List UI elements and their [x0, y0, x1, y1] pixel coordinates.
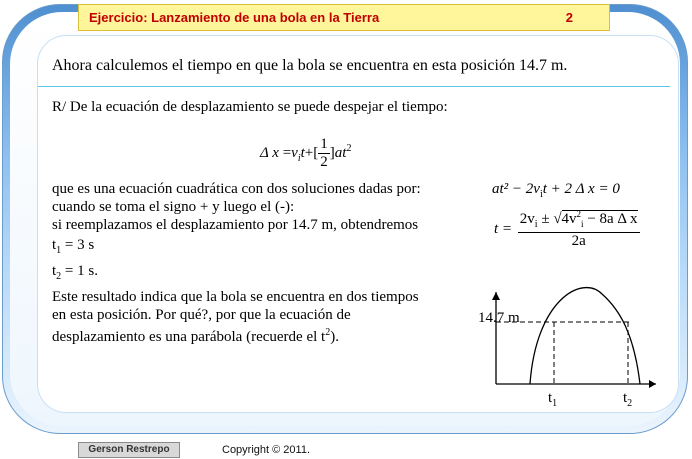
x-axis-arrow	[649, 380, 656, 388]
graph-height-label: 14.7 m	[478, 310, 520, 326]
divider-line	[38, 86, 670, 87]
body-line-3: si reemplazamos el desplazamiento por 14.7 m, obtendremos	[52, 217, 419, 233]
quadratic-equation: $at^2 - 2v_it + 2$ Δ x = 0	[492, 181, 620, 200]
graph-t1-label: $t_1$	[548, 390, 558, 409]
copyright-text: Copyright © 2011.	[222, 444, 311, 456]
exercise-number: 2	[565, 10, 573, 25]
solution-formula: t = $\frac{2v_i \pm √4v^2_i - 8a \Delta x}{2a}$	[494, 209, 638, 249]
result-line-2: en esta posición. Por qué?, por que la ecuación de	[52, 307, 351, 323]
body-line-1: que es una ecuación cuadrática con dos soluciones dadas por:	[52, 181, 421, 197]
title-bar	[78, 4, 610, 31]
result-line-3: desplazamiento es una parábola (recuerde el $t^2$).	[52, 327, 339, 345]
graph-t2-label: $t_2$	[623, 390, 633, 409]
body-line-2: cuando se toma el signo + y luego el (-):	[52, 199, 295, 215]
answer-lead: R/ De la ecuación de desplazamiento se puede despejar el tiempo:	[52, 99, 448, 115]
intro-text: Ahora calculemos el tiempo en que la bola se encuentra en esta posición 14.7 m.	[52, 57, 568, 74]
t2-result: $t_2 = 1$ s.	[52, 263, 98, 282]
parabola-curve	[530, 288, 640, 384]
t1-result: $t_1 = 3$ s	[52, 237, 95, 256]
parabola-graph	[470, 280, 670, 410]
result-line-1: Este resultado indica que la bola se encuentra en dos tiempos	[52, 289, 419, 305]
exercise-title: Ejercicio: Lanzamiento de una bola en la Tierra	[89, 10, 380, 25]
displacement-equation: Δ $x =v_it+$[ $\frac{1}{2}$ ]$at^2$	[260, 136, 352, 170]
author-badge: Gerson Restrepo	[78, 442, 180, 458]
y-axis-arrow	[492, 292, 500, 300]
